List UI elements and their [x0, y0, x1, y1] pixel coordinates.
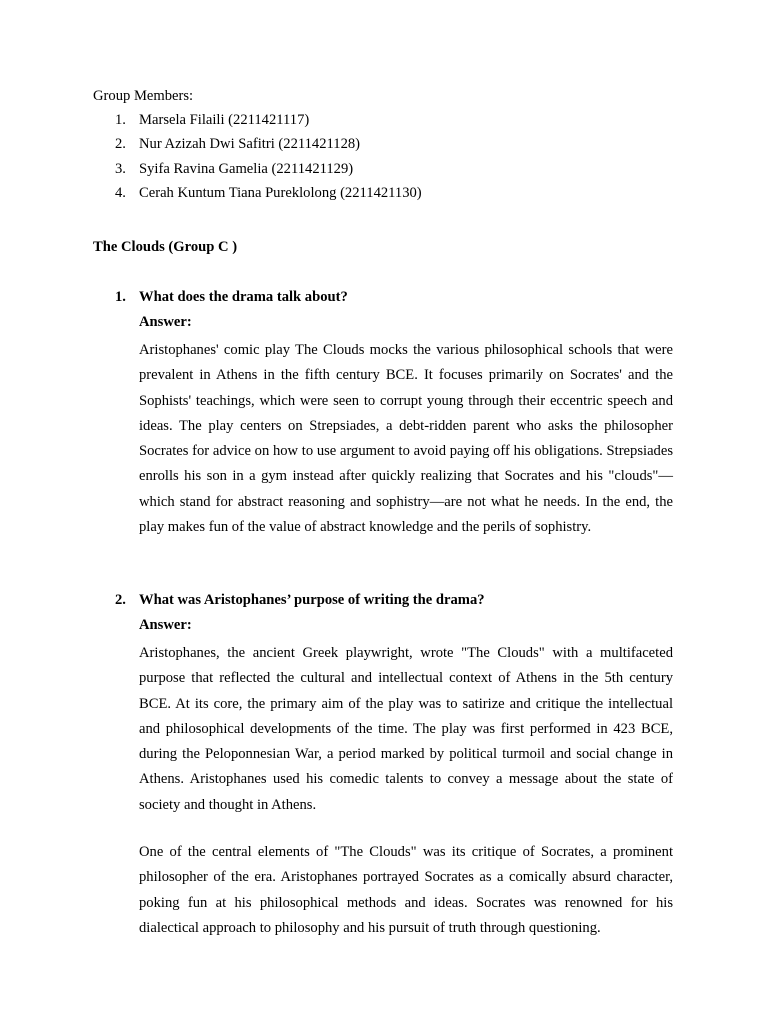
answer-label: Answer:	[139, 617, 192, 633]
list-item	[93, 111, 422, 135]
list-number: 3.	[115, 160, 126, 177]
answer-label: Answer:	[139, 314, 192, 330]
list-number: 1.	[115, 112, 126, 128]
question-section	[93, 591, 673, 941]
member-name: Nur Azizah Dwi Safitri (2211421128)	[139, 136, 361, 153]
question-section	[93, 288, 673, 540]
question-number: 1.	[115, 289, 126, 305]
document-title: The Clouds (Group C )	[93, 239, 238, 255]
question-text: What does the drama talk about?	[139, 289, 348, 305]
member-name: Marsela Filaili (2211421117)	[139, 112, 310, 128]
answer-paragraph: Aristophanes, the ancient Greek playwright, wrote "The Clouds" with a multifaceted purpose that reflected the cultural and intellectual context of Athens in the 5th century BCE. At its core, the primary aim of the play was to satirize and critique the intellectual and philosophical developments of the time. The play was first performed in 423 BCE, during the Peloponnesian War, a period marked by political turmoil and social change in Athens. Aristophanes used his comedic talents to convey a message about the state of society and thought in Athens.	[139, 645, 673, 813]
list-number: 2.	[115, 136, 126, 153]
list-item	[93, 160, 422, 184]
member-name: Syifa Ravina Gamelia (2211421129)	[139, 160, 354, 177]
group-members-heading: Group Members:	[93, 88, 194, 104]
question-heading	[93, 591, 673, 616]
group-members-list	[93, 111, 422, 208]
answer-paragraph: One of the central elements of "The Clouds" was its critique of Socrates, a prominent philosopher of the era. Aristophanes portrayed Socrates as a comically absurd character, poking fun at his philosophical methods and ideas. Socrates was renowned for his dialectical approach to philosophy and his pursuit of truth through questioning.	[139, 844, 673, 936]
list-number: 4.	[115, 184, 126, 201]
question-text: What was Aristophanes’ purpose of writing the drama?	[139, 592, 485, 608]
list-item	[93, 135, 422, 159]
answer-paragraph: Aristophanes' comic play The Clouds mocks the various philosophical schools that were prevalent in Athens in the fifth century BCE. It focuses primarily on Socrates' and the Sophists' teachings, which were seen to corrupt young through their eccentric speech and ideas. The play centers on Strepsiades, a debt-ridden parent who asks the philosopher Socrates for advice on how to use argument to avoid paying off his obligations. Strepsiades enrolls his son in a gym instead after quickly realizing that Socrates and his "clouds"—which stand for abstract reasoning and sophistry—are not what he needs. In the end, the play makes fun of the value of abstract knowledge and the perils of sophistry.	[139, 342, 673, 536]
question-number: 2.	[115, 592, 126, 608]
member-name: Cerah Kuntum Tiana Pureklolong (2211421130)	[139, 184, 422, 201]
question-heading	[93, 288, 673, 313]
list-item	[93, 184, 422, 208]
